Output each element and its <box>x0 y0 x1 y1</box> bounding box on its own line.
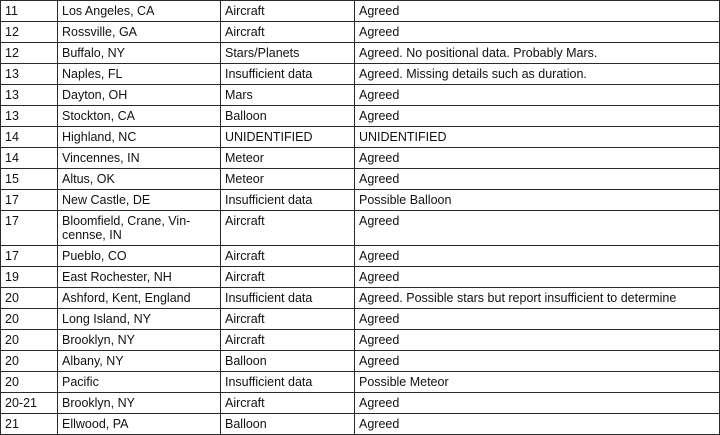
location-cell: Rossville, GA <box>58 22 221 43</box>
comment-cell: Possible Balloon <box>355 190 720 211</box>
table-row <box>1 246 720 267</box>
day-cell: 20 <box>1 372 58 393</box>
comment-cell: Agreed <box>355 22 720 43</box>
explanation-cell: Balloon <box>221 106 355 127</box>
comment-cell: Agreed <box>355 169 720 190</box>
day-cell: 12 <box>1 43 58 64</box>
day-cell: 11 <box>1 1 58 22</box>
explanation-cell: Balloon <box>221 414 355 435</box>
day-cell: 13 <box>1 64 58 85</box>
day-cell: 20 <box>1 330 58 351</box>
location-cell: Bloomfield, Crane, Vin-cennse, IN <box>58 211 221 246</box>
table-row <box>1 1 720 22</box>
table-row <box>1 393 720 414</box>
location-cell: Brooklyn, NY <box>58 330 221 351</box>
day-cell: 17 <box>1 246 58 267</box>
explanation-cell: Aircraft <box>221 1 355 22</box>
day-cell: 13 <box>1 106 58 127</box>
day-cell: 20-21 <box>1 393 58 414</box>
explanation-cell: Balloon <box>221 351 355 372</box>
table-row <box>1 190 720 211</box>
table-row <box>1 85 720 106</box>
table-row <box>1 43 720 64</box>
comment-cell: Agreed. No positional data. Probably Mars. <box>355 43 720 64</box>
day-cell: 20 <box>1 309 58 330</box>
comment-cell: Agreed <box>355 351 720 372</box>
location-cell: Altus, OK <box>58 169 221 190</box>
day-cell: 12 <box>1 22 58 43</box>
location-cell: Pacific <box>58 372 221 393</box>
location-cell: Los Angeles, CA <box>58 1 221 22</box>
explanation-cell: Insufficient data <box>221 64 355 85</box>
comment-cell: Possible Meteor <box>355 372 720 393</box>
location-cell: New Castle, DE <box>58 190 221 211</box>
day-cell: 20 <box>1 288 58 309</box>
comment-cell: Agreed <box>355 211 720 246</box>
location-cell: Stockton, CA <box>58 106 221 127</box>
explanation-cell: Meteor <box>221 148 355 169</box>
day-cell: 20 <box>1 351 58 372</box>
location-cell: Highland, NC <box>58 127 221 148</box>
explanation-cell: Meteor <box>221 169 355 190</box>
table-row <box>1 148 720 169</box>
table-row <box>1 288 720 309</box>
comment-cell: Agreed <box>355 106 720 127</box>
explanation-cell: Aircraft <box>221 22 355 43</box>
location-cell: Long Island, NY <box>58 309 221 330</box>
table-row <box>1 127 720 148</box>
table-row <box>1 106 720 127</box>
explanation-cell: Mars <box>221 85 355 106</box>
explanation-cell: Insufficient data <box>221 288 355 309</box>
comment-cell: Agreed <box>355 393 720 414</box>
day-cell: 17 <box>1 190 58 211</box>
explanation-cell: Aircraft <box>221 309 355 330</box>
location-cell: Buffalo, NY <box>58 43 221 64</box>
day-cell: 14 <box>1 148 58 169</box>
location-cell: Albany, NY <box>58 351 221 372</box>
explanation-cell: Aircraft <box>221 267 355 288</box>
comment-cell: Agreed <box>355 85 720 106</box>
comment-cell: Agreed <box>355 148 720 169</box>
table-row <box>1 309 720 330</box>
explanation-cell: Insufficient data <box>221 372 355 393</box>
table-row <box>1 169 720 190</box>
table-row <box>1 351 720 372</box>
comment-cell: Agreed. Possible stars but report insufficient to determine <box>355 288 720 309</box>
day-cell: 19 <box>1 267 58 288</box>
location-cell: Vincennes, IN <box>58 148 221 169</box>
table-row <box>1 267 720 288</box>
day-cell: 15 <box>1 169 58 190</box>
location-cell: Naples, FL <box>58 64 221 85</box>
table-row <box>1 22 720 43</box>
location-cell: Ashford, Kent, England <box>58 288 221 309</box>
comment-cell: Agreed. Missing details such as duration. <box>355 64 720 85</box>
table-row <box>1 414 720 435</box>
explanation-cell: Stars/Planets <box>221 43 355 64</box>
explanation-cell: UNIDENTIFIED <box>221 127 355 148</box>
day-cell: 21 <box>1 414 58 435</box>
day-cell: 14 <box>1 127 58 148</box>
comment-cell: Agreed <box>355 1 720 22</box>
explanation-cell: Aircraft <box>221 246 355 267</box>
comment-cell: UNIDENTIFIED <box>355 127 720 148</box>
location-cell: Dayton, OH <box>58 85 221 106</box>
table-row <box>1 211 720 246</box>
comment-cell: Agreed <box>355 246 720 267</box>
comment-cell: Agreed <box>355 309 720 330</box>
comment-cell: Agreed <box>355 267 720 288</box>
explanation-cell: Aircraft <box>221 330 355 351</box>
location-cell: Pueblo, CO <box>58 246 221 267</box>
table-row <box>1 64 720 85</box>
explanation-cell: Aircraft <box>221 393 355 414</box>
day-cell: 13 <box>1 85 58 106</box>
comment-cell: Agreed <box>355 330 720 351</box>
explanation-cell: Insufficient data <box>221 190 355 211</box>
table-row <box>1 372 720 393</box>
explanation-cell: Aircraft <box>221 211 355 246</box>
day-cell: 17 <box>1 211 58 246</box>
location-cell: Ellwood, PA <box>58 414 221 435</box>
table-row <box>1 330 720 351</box>
location-cell: East Rochester, NH <box>58 267 221 288</box>
location-cell: Brooklyn, NY <box>58 393 221 414</box>
comment-cell: Agreed <box>355 414 720 435</box>
